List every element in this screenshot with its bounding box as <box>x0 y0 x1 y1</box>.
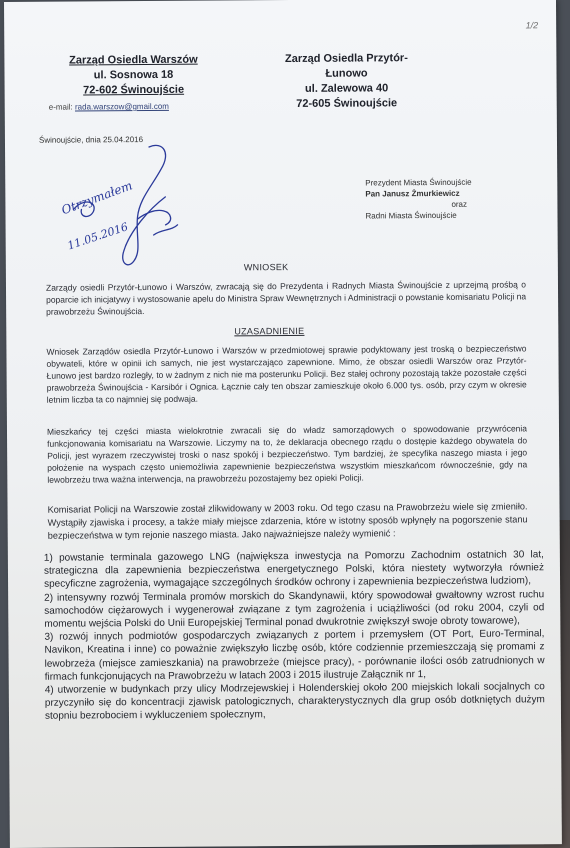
recipient-line-1: Prezydent Miasta Świnoujście <box>365 177 472 188</box>
sender-right-name: Zarząd Osiedla Przytór-Łunowo <box>284 52 408 80</box>
sender-right-header <box>266 51 426 112</box>
handwritten-signature <box>53 139 214 280</box>
recipient-line-2: Pan Janusz Żmurkiewicz <box>365 188 460 199</box>
list-item: 1) powstanie terminala gazowego LNG (największa inwestycja na Pomorzu Zachodnim ostatnich 30 lat, strategiczna dla zapewnienia bezpieczeństwa energetycznego Polski, która niestety wytworzyła również specyficzne zagrożenia, wymagające szczególnych środków ochrony i zapewnienia bezpieczeństwa ludziom), <box>43 549 545 591</box>
list-item: 2) intensywny rozwój Terminala promów morskich do Skandynawii, który spowodował gwałtowny wzrost ruchu samochodów ciężarowych i wygenerował związane z tym zagrożenia i uciążliwości (od roku 2004, czyli od momentu wejścia Polski do Unii Europejskiej Terminal ponad dwukrotnie zwiększył swoje obroty towarowe), <box>44 588 545 630</box>
request-title: WNIOSEK <box>243 262 289 273</box>
justification-title: UZASADNIENIE <box>234 325 305 337</box>
email-link[interactable]: rada.warszow@gmail.com <box>74 101 169 112</box>
page-number: 1/2 <box>525 20 539 31</box>
recipient-line-3: oraz <box>451 199 468 209</box>
justification-paragraph-2: Mieszkańcy tej części miasta wielokrotnie zwracali się do władz samorządowych o spowodowanie przywrócenia funkcjonowania komisariatu na Warszowie. Liczymy na to, że deklaracja obecnego rządu o dostępie każdego obywatela do Policji, jest wyrazem rzeczywistej troski o nasz spokój i bezpieczeństwo. Tym bardziej, że specyfika naszego miasta i jego położenie na wyspach często uniemożliwia zapewnienie bezpieczeństwa wszystkim mieszkańcom równocześnie, gdy na lewobrzeżu trwa ważna interwencja, na prawobrzeżu pozostajemy bez opieki Policji. <box>46 423 528 485</box>
sender-left-street: ul. Sosnowa 18 <box>93 68 174 82</box>
sender-left-header <box>48 53 218 115</box>
sender-right-street: ul. Zalewowa 40 <box>304 82 389 95</box>
handwritten-note-date: 11.05.2016 <box>65 220 130 253</box>
recipient-line-4: Radni Miasta Świnoujście <box>365 210 457 221</box>
handwritten-note-received: Otrzymałem <box>59 178 135 218</box>
sender-left-email <box>49 99 219 115</box>
sender-right-city: 72-605 Świnoujście <box>296 97 398 110</box>
reasons-list <box>44 548 545 723</box>
date-line: Świnoujście, dnia 25.04.2016 <box>38 135 144 145</box>
list-item: 3) rozwój innych podmiotów gospodarczych związanych z portem i przemysłem (OT Port, Euro-Terminal, Navikon, Kreatina i inne) co poważnie zwiększyło liczbę osób, które codziennie przemieszczają się promami z lewobrzeża (miejsce zamieszkania) na prawobrzeże (miejsce pracy), - porównanie ilości osób zatrudnionych w firmach funkcjonujących na Prawobrzeżu w latach 2003 i 2015 ilustruje Załącznik nr 1, <box>44 628 545 683</box>
list-item: 4) utworzenie w budynkach przy ulicy Modrzejewskiej i Holenderskiej około 200 miejskich lokali socjalnych co przyczyniło się do koncentracji zjawisk patologicznych, charakterystycznych dla grup osób dotkniętych dużym stopniu bezrobociem i wykluczeniem społecznym, <box>44 681 545 723</box>
recipient-block <box>365 177 472 222</box>
sender-left-name: Zarząd Osiedla Warszów <box>69 53 198 67</box>
request-paragraph: Zarządy osiedli Przytór-Łunowo i Warszów, zwracają się do Prezydenta i Radnych Miasta Świnoujście z uprzejmą prośbą o poparcie ich inicjatywy i wystosowanie apelu do Ministra Spraw Wewnętrznych i Administracji o powstanie komisariatu Policji na prawobrzeżu Świnoujścia. <box>45 279 527 317</box>
justification-paragraph-1: Wniosek Zarządów osiedla Przytór-Łunowo i Warszów w przedmiotowej sprawie podyktowany jest troską o bezpieczeństwo obywateli, które w opinii ich samych, nie jest wystarczająco zapewnione. Mimo, że obszar osiedli Warszów oraz Przytór-Łunowo jest bardzo rozległy, to w żadnym z nich nie ma posterunku Policji. Bez stałej ochrony pozostają także pozostałe części prawobrzeża Świnoujścia - Karsibór i Ognica. Łącznie cały ten obszar zamieszkuje około 6.000 tys. osób, przy czym w okresie letnim liczba ta co najmniej się podwaja. <box>46 343 527 405</box>
email-label: e-mail: <box>48 102 73 112</box>
sender-left-city: 72-602 Świnoujście <box>83 83 185 97</box>
justification-paragraph-3: Komisariat Policji na Warszowie został zlikwidowany w 2003 roku. Od tego czasu na Prawobrzeżu wiele się zmieniło. Wystąpiły zjawiska i procesy, a także miały miejsce zdarzenia, które w istotny sposób wpłynęły na pogorszenie stanu bezpieczeństwa w tym rejonie naszego miasta. Jako najważniejsze należy wymienić : <box>47 501 528 541</box>
document-page <box>4 0 562 848</box>
